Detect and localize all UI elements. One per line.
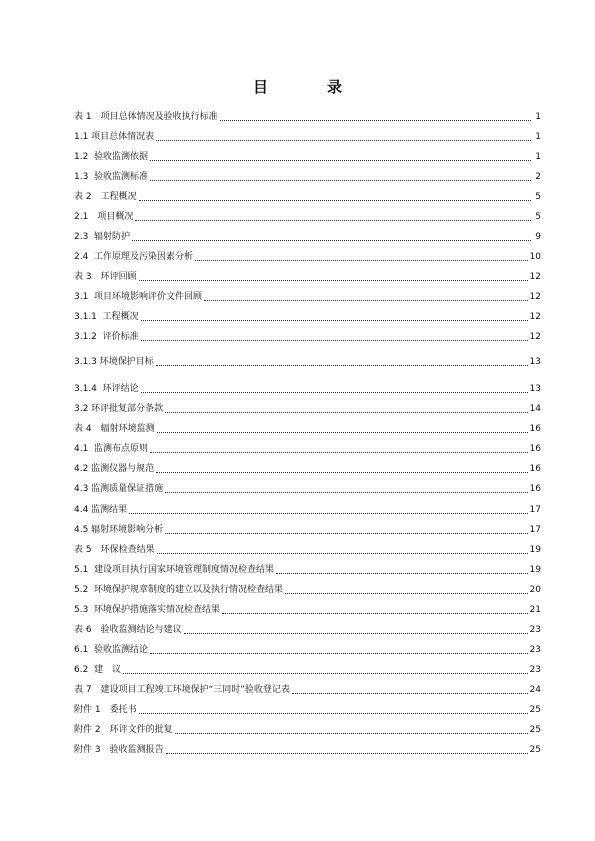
toc-leader-dots <box>156 471 527 473</box>
toc-leader-dots <box>139 279 528 281</box>
toc-entry[interactable] <box>74 129 541 143</box>
toc-entry-label: 4.1 监测布点原则 <box>74 444 149 454</box>
toc-entry[interactable] <box>74 381 541 395</box>
toc-entry-page-number: 25 <box>529 725 541 735</box>
toc-entry-label: 4.5 辐射环境影响分析 <box>74 525 164 535</box>
toc-entry-page-number: 13 <box>529 357 541 367</box>
toc-leader-dots <box>175 732 528 734</box>
toc-leader-dots <box>139 199 531 201</box>
toc-entry-page-number: 23 <box>529 625 541 635</box>
toc-leader-dots <box>195 259 528 261</box>
toc-leader-dots <box>285 592 528 594</box>
toc-entry-label: 4.2 监测仪器与规范 <box>74 464 155 474</box>
toc-entry[interactable] <box>74 354 541 368</box>
toc-entry-page-number: 25 <box>529 745 541 755</box>
toc-entry[interactable] <box>74 109 541 123</box>
toc-entry-page-number: 12 <box>529 292 541 302</box>
toc-entry[interactable] <box>74 309 541 323</box>
toc-entry-page-number: 12 <box>529 312 541 322</box>
toc-entry[interactable] <box>74 149 541 163</box>
toc-entry-page-number: 5 <box>535 192 541 202</box>
toc-leader-dots <box>220 119 531 121</box>
toc-leader-dots <box>129 512 527 514</box>
toc-entry-label: 附件 1 委托书 <box>74 705 137 715</box>
toc-entry-page-number: 19 <box>529 545 541 555</box>
toc-entry-label: 表 3 环评回顾 <box>74 272 137 282</box>
toc-entry-page-number: 10 <box>529 252 541 262</box>
toc-entry[interactable] <box>74 622 541 636</box>
toc-entry-label: 3.1.3 环境保护目标 <box>74 357 154 367</box>
toc-entry-page-number: 5 <box>535 212 541 222</box>
toc-entry-page-number: 1 <box>535 112 541 122</box>
toc-entry-page-number: 13 <box>529 384 541 394</box>
toc-leader-dots <box>139 712 528 714</box>
toc-entry[interactable] <box>74 582 541 596</box>
toc-entry[interactable] <box>74 522 541 536</box>
toc-entry[interactable] <box>74 289 541 303</box>
toc-entry-label: 5.3 环境保护措施落实情况检查结果 <box>74 605 221 615</box>
toc-leader-dots <box>165 491 527 493</box>
toc-leader-dots <box>141 391 528 393</box>
toc-entry[interactable] <box>74 542 541 556</box>
toc-entry[interactable] <box>74 229 541 243</box>
toc-leader-dots <box>204 299 528 301</box>
toc-entry-label: 表 1 项目总体情况及验收执行标准 <box>74 112 218 122</box>
page-title: 目 录 <box>252 78 364 96</box>
toc-entry-page-number: 23 <box>529 645 541 655</box>
toc-leader-dots <box>156 139 531 141</box>
toc-leader-dots <box>157 552 528 554</box>
toc-entry-label: 6.2 建 议 <box>74 665 122 675</box>
toc-entry[interactable] <box>74 401 541 415</box>
toc-leader-dots <box>166 752 528 754</box>
toc-entry-page-number: 12 <box>529 332 541 342</box>
toc-entry[interactable] <box>74 441 541 455</box>
toc-entry[interactable] <box>74 682 541 696</box>
toc-leader-dots <box>157 431 528 433</box>
toc-entry-page-number: 21 <box>529 605 541 615</box>
toc-entry-page-number: 24 <box>529 685 541 695</box>
toc-entry[interactable] <box>74 642 541 656</box>
toc-entry-label: 5.1 建设项目执行国家环境管理制度情况检查结果 <box>74 565 275 575</box>
toc-entry[interactable] <box>74 502 541 516</box>
toc-entry[interactable] <box>74 421 541 435</box>
toc-entry-label: 表 7 建设项目工程竣工环境保护“三同时”验收登记表 <box>74 685 290 695</box>
toc-entry-page-number: 1 <box>535 132 541 142</box>
toc-entry-page-number: 16 <box>529 444 541 454</box>
toc-entry-page-number: 25 <box>529 705 541 715</box>
toc-entry-page-number: 16 <box>529 484 541 494</box>
toc-entry-label: 表 6 验收监测结论与建议 <box>74 625 182 635</box>
toc-entry-page-number: 16 <box>529 464 541 474</box>
toc-leader-dots <box>184 632 528 634</box>
toc-entry-label: 附件 2 环评文件的批复 <box>74 725 173 735</box>
toc-leader-dots <box>150 159 531 161</box>
toc-leader-dots <box>156 364 528 366</box>
toc-leader-dots <box>222 612 528 614</box>
toc-entry[interactable] <box>74 249 541 263</box>
toc-entry[interactable] <box>74 189 541 203</box>
toc-entry[interactable] <box>74 722 541 736</box>
toc-entry-label: 1.2 验收监测依据 <box>74 152 149 162</box>
toc-leader-dots <box>135 219 531 221</box>
toc-leader-dots <box>141 339 528 341</box>
toc-entry-page-number: 17 <box>529 505 541 515</box>
toc-leader-dots <box>165 411 527 413</box>
toc-entry-page-number: 19 <box>529 565 541 575</box>
toc-entry-label: 表 4 辐射环境监测 <box>74 424 155 434</box>
toc-entry-label: 3.2 环评批复部分条款 <box>74 404 164 414</box>
toc-entry-label: 2.1 项目概况 <box>74 212 134 222</box>
toc-entry[interactable] <box>74 602 541 616</box>
toc-entry-page-number: 23 <box>529 665 541 675</box>
toc-entry-label: 3.1.4 环评结论 <box>74 384 139 394</box>
toc-entry-label: 1.1 项目总体情况表 <box>74 132 155 142</box>
toc-entry[interactable] <box>74 662 541 676</box>
toc-entry-label: 5.2 环境保护规章制度的建立以及执行情况检查结果 <box>74 585 284 595</box>
toc-entry-label: 附件 3 验收监测报告 <box>74 745 164 755</box>
toc-entry-page-number: 20 <box>529 585 541 595</box>
toc-leader-dots <box>165 532 527 534</box>
toc-entry-label: 6.1 验收监测结论 <box>74 645 149 655</box>
toc-entry-page-number: 17 <box>529 525 541 535</box>
toc-entry-page-number: 2 <box>535 172 541 182</box>
toc-entry-page-number: 1 <box>535 152 541 162</box>
toc-entry-label: 3.1.2 评价标准 <box>74 332 139 342</box>
toc-leader-dots <box>132 239 531 241</box>
toc-entry-label: 2.3 辐射防护 <box>74 232 131 242</box>
toc-entry[interactable] <box>74 461 541 475</box>
toc-entry-label: 4.3 监测质量保证措施 <box>74 484 164 494</box>
toc-entry[interactable] <box>74 481 541 495</box>
toc-entry-label: 2.4 工作原理及污染因素分析 <box>74 252 194 262</box>
toc-leader-dots <box>141 319 528 321</box>
toc-entry[interactable] <box>74 329 541 343</box>
toc-entry-label: 表 2 工程概况 <box>74 192 137 202</box>
toc-entry-page-number: 16 <box>529 424 541 434</box>
toc-entry-label: 4.4 监测结果 <box>74 505 128 515</box>
toc-entry-label: 表 5 环保检查结果 <box>74 545 155 555</box>
toc-entry-page-number: 9 <box>535 232 541 242</box>
toc-leader-dots <box>150 451 528 453</box>
toc-leader-dots <box>150 179 531 181</box>
toc-entry-page-number: 12 <box>529 272 541 282</box>
toc-entry-label: 3.1 项目环境影响评价文件回顾 <box>74 292 203 302</box>
toc-entry-label: 3.1.1 工程概况 <box>74 312 139 322</box>
toc-entry[interactable] <box>74 209 541 223</box>
toc-entry-label: 1.3 验收监测标准 <box>74 172 149 182</box>
toc-leader-dots <box>292 692 528 694</box>
toc-entry[interactable] <box>74 169 541 183</box>
toc-entry[interactable] <box>74 269 541 283</box>
toc-leader-dots <box>123 672 528 674</box>
toc-entry-page-number: 14 <box>529 404 541 414</box>
toc-leader-dots <box>276 572 528 574</box>
toc-entry[interactable] <box>74 562 541 576</box>
toc-leader-dots <box>150 652 528 654</box>
toc-entry[interactable] <box>74 742 541 756</box>
toc-entry[interactable] <box>74 702 541 716</box>
